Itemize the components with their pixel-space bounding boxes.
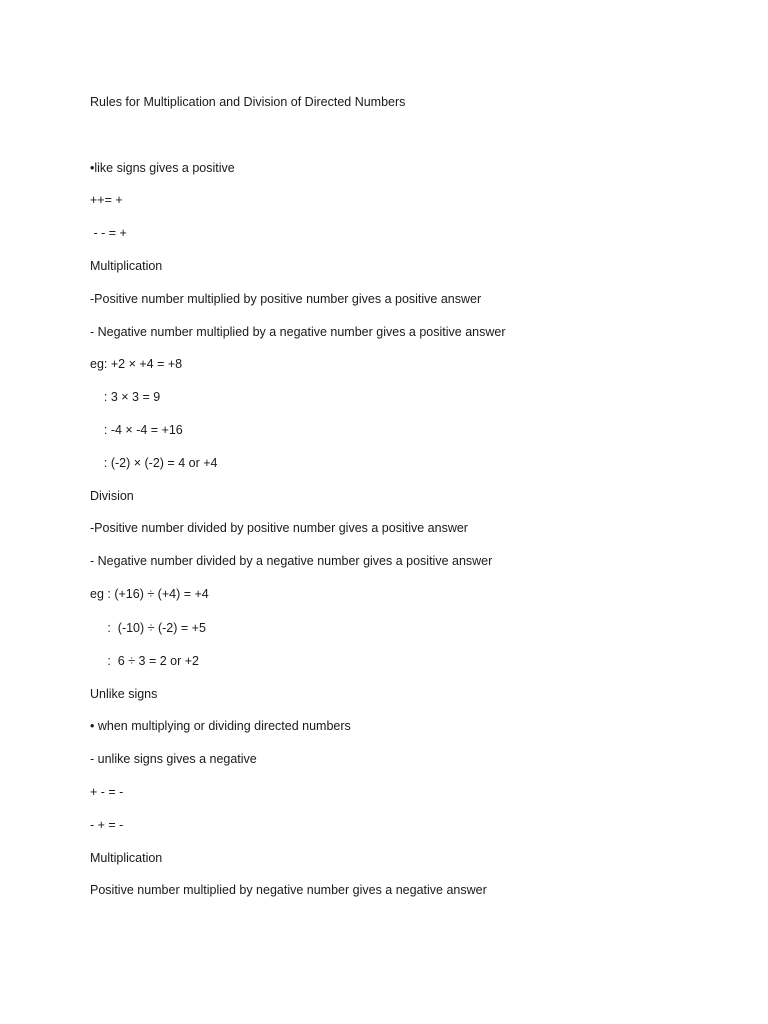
text-line: - + = - — [90, 818, 124, 832]
text-line: - Negative number divided by a negative number gives a positive answer — [90, 554, 493, 568]
example-line: eg : (+16) ÷ (+4) = +4 — [90, 587, 209, 601]
example-line: : 6 ÷ 3 = 2 or +2 — [90, 654, 200, 668]
section-heading: Division — [90, 489, 134, 503]
text-line: + - = - — [90, 785, 124, 799]
section-heading: Multiplication — [90, 259, 163, 273]
text-line: ++= + — [90, 193, 123, 207]
text-line: - Negative number multiplied by a negative number gives a positive answer — [90, 325, 506, 339]
example-line: : 3 × 3 = 9 — [90, 390, 161, 404]
text-line: -Positive number multiplied by positive number gives a positive answer — [90, 292, 482, 306]
example-line: : -4 × -4 = +16 — [90, 423, 183, 437]
text-line: Positive number multiplied by negative number gives a negative answer — [90, 883, 487, 897]
example-line: : (-10) ÷ (-2) = +5 — [90, 621, 206, 635]
text-line: -Positive number divided by positive number gives a positive answer — [90, 521, 468, 535]
text-line: - - = + — [90, 226, 127, 240]
example-line: eg: +2 × +4 = +8 — [90, 357, 183, 371]
document-title: Rules for Multiplication and Division of Directed Numbers — [90, 95, 406, 109]
section-heading: Unlike signs — [90, 687, 158, 701]
text-line: • when multiplying or dividing directed numbers — [90, 719, 351, 733]
section-heading: Multiplication — [90, 851, 163, 865]
text-line: - unlike signs gives a negative — [90, 752, 257, 766]
example-line: : (-2) × (-2) = 4 or +4 — [90, 456, 218, 470]
text-line: •like signs gives a positive — [90, 161, 235, 175]
